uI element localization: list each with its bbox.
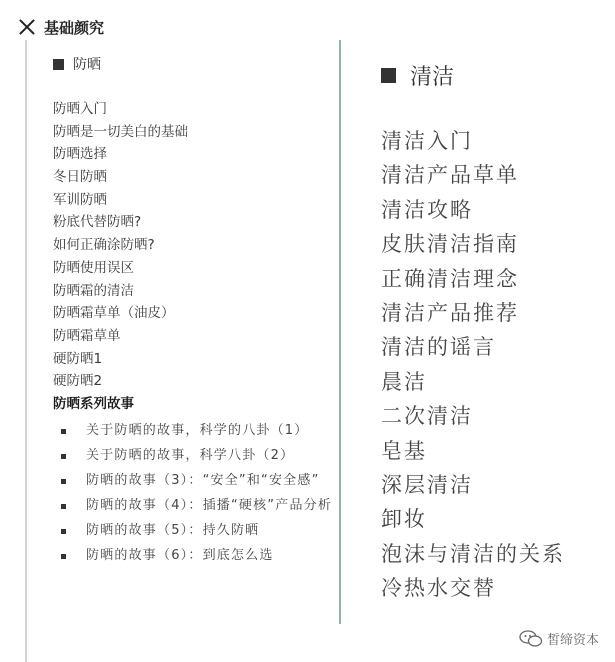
left-divider xyxy=(25,40,27,662)
story-sublist xyxy=(53,420,333,567)
list-item[interactable]: 清洁产品草单 xyxy=(381,163,519,188)
list-item[interactable]: 晨洁 xyxy=(381,369,427,394)
sunscreen-column xyxy=(53,52,333,570)
bullet-icon xyxy=(61,479,66,484)
square-bullet-icon xyxy=(381,68,396,83)
watermark xyxy=(519,629,599,648)
list-item[interactable]: 二次清洁 xyxy=(381,404,473,429)
list-item[interactable]: 卸妆 xyxy=(381,507,427,532)
list-item[interactable]: 清洁的谣言 xyxy=(381,335,496,360)
close-icon[interactable] xyxy=(18,18,36,36)
bullet-icon xyxy=(61,554,66,559)
series-heading[interactable]: 防晒系列故事 xyxy=(53,395,134,412)
sub-list-item[interactable] xyxy=(53,520,333,542)
list-item[interactable]: 防晒霜草单（油皮） xyxy=(53,305,175,322)
header-bar xyxy=(0,0,615,56)
sunscreen-list xyxy=(53,98,333,416)
list-item[interactable]: 粉底代替防晒? xyxy=(53,214,142,231)
sub-list-item[interactable] xyxy=(53,420,333,442)
list-item[interactable]: 防晒入门 xyxy=(53,101,107,117)
sub-item-label: 防晒的故事（3）：“安全”和“安全感” xyxy=(86,472,320,488)
sub-item-label: 防晒的故事（5）：持久防晒 xyxy=(86,522,260,538)
sub-item-label: 关于防晒的故事，科学的八卦（1） xyxy=(86,422,309,438)
list-item[interactable]: 如何正确涂防晒? xyxy=(53,237,155,254)
list-item[interactable]: 皂基 xyxy=(381,438,427,463)
sub-item-label: 防晒的故事（4）：插播“硬核”产品分析 xyxy=(86,497,333,513)
bullet-icon xyxy=(61,429,66,434)
list-item[interactable]: 正确清洁理念 xyxy=(381,266,519,291)
bullet-icon xyxy=(61,504,66,509)
list-item[interactable]: 军训防晒 xyxy=(53,191,107,208)
square-bullet-icon xyxy=(53,59,64,70)
list-item[interactable]: 硬防晒1 xyxy=(53,350,103,367)
list-item[interactable]: 防晒使用误区 xyxy=(53,259,134,276)
section-heading-label: 防晒 xyxy=(73,57,101,73)
section-heading xyxy=(381,56,611,94)
sub-list-item[interactable] xyxy=(53,445,333,467)
sub-list-item[interactable] xyxy=(53,495,333,517)
sub-list-item[interactable] xyxy=(53,470,333,492)
bullet-icon xyxy=(61,529,66,534)
list-item[interactable]: 防晒霜草单 xyxy=(53,327,121,344)
sub-item-label: 关于防晒的故事，科学八卦（2） xyxy=(86,447,295,463)
list-item[interactable]: 皮肤清洁指南 xyxy=(381,232,519,257)
section-heading xyxy=(53,52,333,76)
list-item[interactable]: 冬日防晒 xyxy=(53,169,107,186)
bullet-icon xyxy=(61,454,66,459)
cleansing-column xyxy=(381,56,611,605)
list-item[interactable]: 清洁入门 xyxy=(381,129,473,153)
column-divider xyxy=(339,40,341,624)
list-item[interactable]: 防晒是一切美白的基础 xyxy=(53,123,188,140)
page-title: 基础颜究 xyxy=(44,19,105,37)
sub-list-item[interactable] xyxy=(53,545,333,567)
list-item[interactable]: 防晒霜的清洁 xyxy=(53,282,134,299)
list-item[interactable]: 清洁攻略 xyxy=(381,197,473,222)
list-item[interactable]: 泡沫与清洁的关系 xyxy=(381,541,565,566)
sub-item-label: 防晒的故事（6）：到底怎么选 xyxy=(86,547,274,563)
cleansing-list xyxy=(381,124,611,605)
section-heading-label: 清洁 xyxy=(410,64,455,90)
watermark-text: 皙缔资本 xyxy=(546,633,599,648)
list-item[interactable]: 防晒选择 xyxy=(53,146,107,163)
list-item[interactable]: 清洁产品推荐 xyxy=(381,300,519,325)
list-item[interactable]: 冷热水交替 xyxy=(381,576,496,601)
list-item[interactable]: 硬防晒2 xyxy=(53,373,103,390)
list-item[interactable]: 深层清洁 xyxy=(381,472,473,497)
wechat-icon xyxy=(519,630,543,648)
